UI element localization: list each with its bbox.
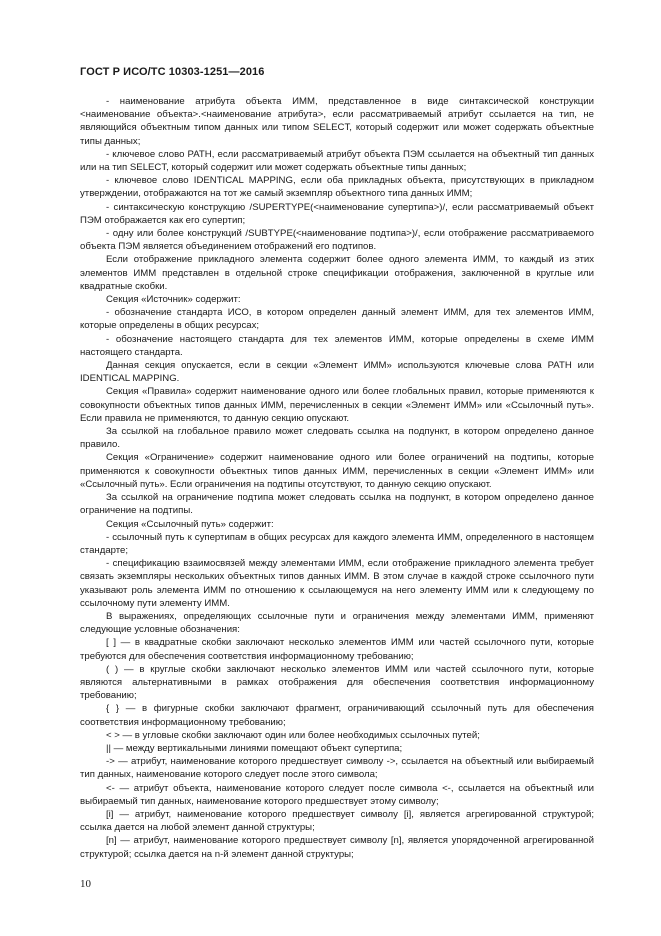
paragraph: - спецификацию взаимосвязей между элементами ИММ, если отображение прикладного элемента требует связать экземпляры нескольких объектных типов данных ИММ. В этом случае в каждой строке ссылочного пути указывают роль элемента ИММ по отношению к ссылающемуся на него элементу ИММ или к следующему по ссылочному пути элементу ИММ.	[80, 558, 594, 609]
body-text	[80, 95, 594, 861]
paragraph: <- — атрибут объекта, наименование которого следует после символа <-, ссылается на объектный или выбираемый тип данных, наименование которого предшествует этому символу;	[80, 782, 594, 807]
paragraph: [i] — атрибут, наименование которого предшествует символу [i], является агрегированной структурой; ссылка дается на любой элемент данной структуры;	[80, 808, 594, 834]
paragraph: [ ] — в квадратные скобки заключают несколько элементов ИММ или частей ссылочного пути, которые требуются для обеспечения соответствия информационному требованию;	[80, 637, 594, 662]
paragraph: Секция «Источник» содержит:	[106, 294, 241, 306]
page-number: 10	[80, 878, 91, 890]
paragraph: Секция «Ограничение» содержит наименование одного или более ограничений на подтипы, которые применяются к совокупности объектных типов данных ИММ, перечисленных в секции «Элемент ИММ» или «Ссылочный путь». Если ограничения на подтипы отсутствуют, то данную секцию опускают.	[80, 452, 594, 490]
paragraph: - ссылочный путь к супертипам в общих ресурсах для каждого элемента ИММ, определенного в настоящем стандарте;	[80, 531, 594, 556]
paragraph: За ссылкой на глобальное правило может следовать ссылка на подпункт, в котором определено данное правило.	[80, 426, 594, 451]
paragraph: Секция «Ссылочный путь» содержит:	[106, 518, 274, 530]
paragraph: За ссылкой на ограничение подтипа может следовать ссылка на подпункт, в котором определено данное ограничение на подтипы.	[80, 492, 594, 517]
paragraph: - наименование атрибута объекта ИММ, представленное в виде синтаксической конструкции <наименование объекта>.<наименование атрибута>, если рассматриваемый атрибут ссылается на тип, не являющийся объектным типом данных или типом SELECT, который содержит или может содержать объектные типы данных;	[80, 96, 594, 147]
paragraph: [n] — атрибут, наименование которого предшествует символу [n], является упорядоченной агрегированной структурой; ссылка дается на n-й элемент данной структуры;	[80, 835, 594, 860]
paragraph: - обозначение стандарта ИСО, в котором определен данный элемент ИММ, для тех элементов ИММ, которые определены в общих ресурсах;	[80, 307, 594, 332]
paragraph: - ключевое слово PATH, если рассматриваемый атрибут объекта ПЭМ ссылается на объектный тип данных или на тип SELECT, который содержит или может содержать объектные типы данных;	[80, 148, 594, 174]
paragraph: Секция «Правила» содержит наименование одного или более глобальных правил, которые применяются к совокупности объектных типов данных ИММ, перечисленных в секции «Элемент ИММ» или «Ссылочный путь». Если правила не применяются, то данную секцию опускают.	[80, 386, 594, 424]
paragraph: В выражениях, определяющих ссылочные пути и ограничения между элементами ИММ, применяют следующие условные обозначения:	[80, 610, 594, 636]
document-header: ГОСТ Р ИСО/ТС 10303-1251—2016	[80, 66, 265, 78]
paragraph: { } — в фигурные скобки заключают фрагмент, ограничивающий ссылочный путь для обеспечения соответствия информационному требованию;	[80, 703, 594, 728]
paragraph: || — между вертикальными линиями помещают объект супертипа;	[106, 742, 403, 754]
paragraph: Данная секция опускается, если в секции «Элемент ИММ» используются ключевые слова PATH или IDENTICAL MAPPING.	[80, 360, 594, 385]
paragraph: - одну или более конструкций /SUBTYPE(<наименование подтипа>)/, если отображение рассматриваемого объекта ПЭМ является объединением отображений его подтипов.	[80, 228, 594, 253]
paragraph: ( ) — в круглые скобки заключают несколько элементов ИММ или частей ссылочного пути, которые являются альтернативными в рамках отображения для обеспечения соответствия информационному требованию;	[80, 663, 594, 702]
paragraph: - ключевое слово IDENTICAL MAPPING, если оба прикладных объекта, присутствующих в прикладном утверждении, отображаются на тот же самый экземпляр объектного типа данных ИММ;	[80, 175, 594, 200]
paragraph: Если отображение прикладного элемента содержит более одного элемента ИММ, то каждый из этих элементов ИММ представлен в отдельной строке спецификации отображения, заключенной в круглые или квадратные скобки.	[80, 254, 594, 292]
paragraph: - обозначение настоящего стандарта для тех элементов ИММ, которые определены в схеме ИММ настоящего стандарта.	[80, 333, 594, 358]
paragraph: < > — в угловые скобки заключают один или более необходимых ссылочных путей;	[106, 729, 480, 741]
paragraph: -> — атрибут, наименование которого предшествует символу ->, ссылается на объектный или выбираемый тип данных, наименование которого следует после этого символа;	[80, 756, 594, 781]
paragraph: - синтаксическую конструкцию /SUPERTYPE(<наименование супертипа>)/, если рассматриваемый объект ПЭМ отображается как его супертип;	[80, 201, 594, 226]
